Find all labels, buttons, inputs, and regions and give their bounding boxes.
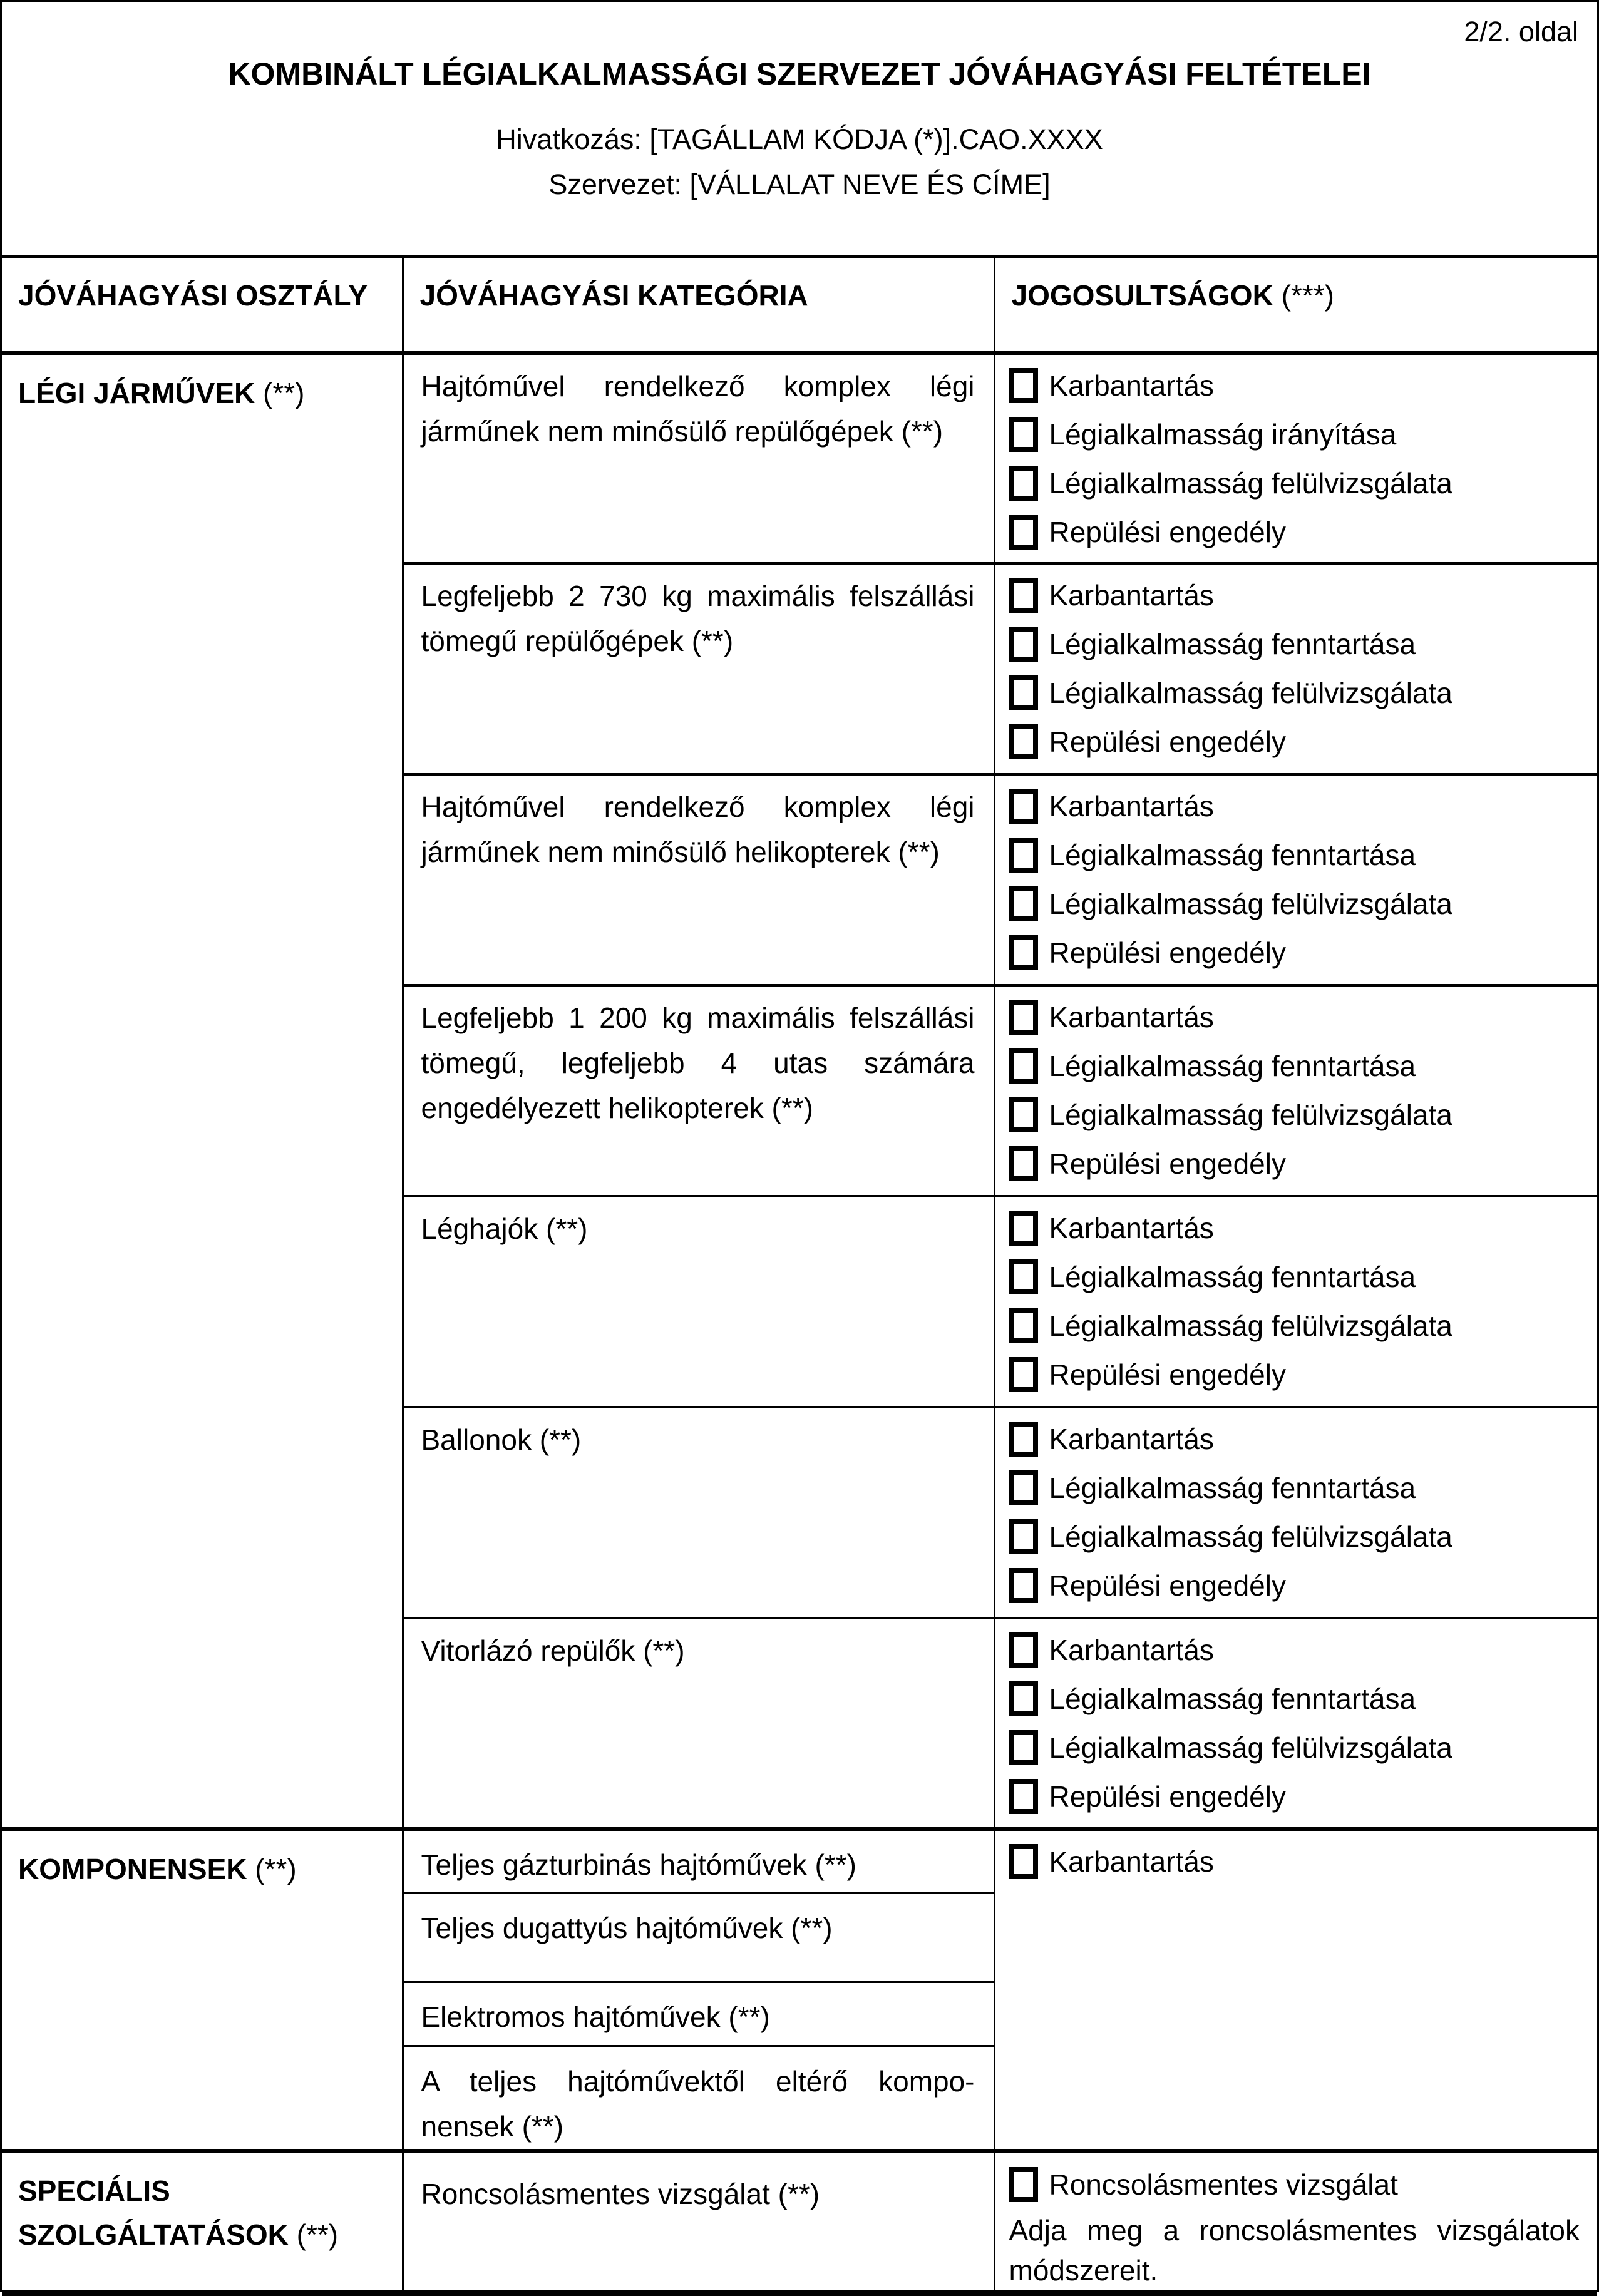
class-cell-specialised — [2, 2151, 403, 2293]
category-cell: Roncsolásmentes vizsgálat (**) — [403, 2151, 994, 2293]
column-header-category: JÓVÁHAGYÁSI KATEGÓRIA — [403, 257, 994, 352]
privilege-item — [1009, 782, 1580, 831]
privilege-label: Repülési engedély — [1049, 1780, 1286, 1813]
privilege-checkbox[interactable] — [1009, 1308, 1038, 1343]
privilege-checkbox[interactable] — [1009, 417, 1038, 452]
privilege-checkbox[interactable] — [1009, 1422, 1038, 1457]
privilege-label: Repülési engedély — [1049, 1147, 1286, 1180]
column-header-privileges-suffix: (***) — [1281, 279, 1334, 312]
category-cell: A teljes hajtóművektől eltérő kompo-nensek (**) — [403, 2046, 994, 2151]
privilege-item — [1009, 1463, 1580, 1512]
column-header-privileges — [994, 257, 1597, 352]
privilege-checkbox[interactable] — [1009, 1730, 1038, 1765]
doc-reference: Hivatkozás: [TAGÁLLAM KÓDJA (*)].CAO.XXXX — [496, 123, 1103, 155]
privilege-checkbox[interactable] — [1009, 578, 1038, 613]
category-cell: Teljes dugattyús hajtóművek (**) — [403, 1893, 994, 1982]
privilege-label: Karbantartás — [1049, 1001, 1214, 1033]
privilege-checkbox[interactable] — [1009, 1568, 1038, 1603]
privileges-cell — [994, 2151, 1597, 2293]
privilege-checkbox[interactable] — [1009, 1259, 1038, 1294]
privilege-checkbox[interactable] — [1009, 789, 1038, 824]
privileges-cell — [994, 985, 1597, 1196]
privilege-item — [1009, 508, 1580, 556]
privilege-label: Repülési engedély — [1049, 515, 1286, 548]
privilege-checkbox[interactable] — [1009, 1844, 1038, 1879]
privilege-label: Légialkalmasság fenntartása — [1049, 1261, 1416, 1293]
category-cell: Vitorlázó repülők (**) — [403, 1618, 994, 1829]
privilege-checkbox[interactable] — [1009, 1519, 1038, 1554]
privilege-item — [1009, 717, 1580, 766]
privilege-item — [1009, 459, 1580, 508]
class-cell-components — [2, 1829, 403, 2151]
privileges-cell — [994, 1618, 1597, 1829]
privilege-label: Légialkalmasság fenntartása — [1049, 839, 1416, 871]
privilege-checkbox[interactable] — [1009, 1000, 1038, 1035]
privilege-label: Légialkalmasság irányítása — [1049, 418, 1397, 451]
category-cell: Léghajók (**) — [403, 1196, 994, 1407]
privilege-item — [1009, 1204, 1580, 1253]
privilege-checkbox[interactable] — [1009, 515, 1038, 550]
column-header-class: JÓVÁHAGYÁSI OSZTÁLY — [2, 257, 403, 352]
category-cell: Ballonok (**) — [403, 1407, 994, 1618]
privilege-label: Légialkalmasság felülvizsgálata — [1049, 677, 1452, 709]
privilege-item — [1009, 1253, 1580, 1301]
privilege-item — [1009, 831, 1580, 879]
privilege-label: Légialkalmasság felülvizsgálata — [1049, 888, 1452, 920]
doc-organisation: Szervezet: [VÁLLALAT NEVE ÉS CÍME] — [548, 168, 1051, 200]
privilege-checkbox[interactable] — [1009, 1097, 1038, 1132]
privilege-label: Karbantartás — [1049, 1212, 1214, 1244]
privilege-checkbox[interactable] — [1009, 1681, 1038, 1716]
category-cell: Legfeljebb 2 730 kg maximális felszállási tömegű repülőgépek (**) — [403, 563, 994, 774]
document-header — [2, 2, 1597, 255]
privilege-item — [1009, 1350, 1580, 1399]
privilege-label: Repülési engedély — [1049, 1358, 1286, 1391]
class-label: KOMPONENSEK — [18, 1853, 247, 1885]
privilege-item — [1009, 1090, 1580, 1139]
privilege-label: Légialkalmasság felülvizsgálata — [1049, 466, 1452, 500]
privilege-item — [1009, 1042, 1580, 1090]
privilege-checkbox[interactable] — [1009, 1470, 1038, 1505]
privilege-checkbox[interactable] — [1009, 724, 1038, 759]
privilege-item — [1009, 361, 1580, 410]
class-suffix: (**) — [263, 376, 305, 409]
category-cell: Hajtóművel rendelkező komplex légi járműnek nem minősülő repülőgépek (**) — [403, 352, 994, 563]
privilege-label: Karbantartás — [1049, 1845, 1214, 1878]
approval-table — [2, 255, 1597, 2296]
privilege-item — [1009, 2163, 1580, 2206]
privilege-checkbox[interactable] — [1009, 838, 1038, 873]
privilege-checkbox[interactable] — [1009, 1357, 1038, 1392]
privileges-note: Adja meg a roncsolásmentes vizsgálatok módszereit. — [1009, 2214, 1580, 2287]
privileges-cell — [994, 563, 1597, 774]
privilege-label: Repülési engedély — [1049, 936, 1286, 969]
privilege-item — [1009, 620, 1580, 669]
privilege-label: Roncsolásmentes vizsgálat — [1049, 2168, 1398, 2201]
privilege-item — [1009, 1301, 1580, 1350]
privilege-item — [1009, 928, 1580, 977]
page-number: 2/2. oldal — [1464, 16, 1578, 48]
privilege-item — [1009, 1723, 1580, 1772]
column-header-privileges-label: JOGOSULTSÁGOK — [1011, 279, 1273, 312]
class-suffix: (**) — [296, 2218, 339, 2251]
category-cell: Hajtóművel rendelkező komplex légi járműnek nem minősülő helikopterek (**) — [403, 774, 994, 985]
privilege-label: Légialkalmasság fenntartása — [1049, 1050, 1416, 1082]
privilege-item — [1009, 1512, 1580, 1561]
privilege-checkbox[interactable] — [1009, 935, 1038, 970]
privilege-item — [1009, 879, 1580, 928]
privilege-item — [1009, 669, 1580, 717]
privilege-label: Karbantartás — [1049, 579, 1214, 612]
privilege-label: Légialkalmasság felülvizsgálata — [1049, 1731, 1452, 1764]
doc-title: KOMBINÁLT LÉGIALKALMASSÁGI SZERVEZET JÓVÁHAGYÁSI FELTÉTELEI — [228, 56, 1371, 91]
privilege-checkbox[interactable] — [1009, 675, 1038, 710]
table-header-row — [2, 257, 1597, 352]
class-cell-aircraft — [2, 352, 403, 1829]
table-row — [2, 2151, 1597, 2293]
class-label: LÉGI JÁRMŰVEK — [18, 376, 255, 409]
privilege-label: Karbantartás — [1049, 369, 1214, 402]
category-cell: Legfeljebb 1 200 kg maximális felszállási tömegű, legfeljebb 4 utas számára engedélyezett helikopterek (**) — [403, 985, 994, 1196]
privilege-item — [1009, 1415, 1580, 1463]
table-row — [2, 1829, 1597, 1893]
privilege-item — [1009, 1837, 1580, 1886]
privilege-label: Karbantartás — [1049, 1634, 1214, 1666]
privilege-item — [1009, 1561, 1580, 1610]
class-suffix: (**) — [255, 1853, 297, 1885]
privilege-item — [1009, 1139, 1580, 1188]
privilege-label: Karbantartás — [1049, 1423, 1214, 1455]
privilege-checkbox[interactable] — [1009, 886, 1038, 921]
privilege-item — [1009, 1626, 1580, 1674]
category-cell: Elektromos hajtóművek (**) — [403, 1982, 994, 2046]
privilege-checkbox[interactable] — [1009, 1779, 1038, 1814]
privilege-label: Karbantartás — [1049, 790, 1214, 823]
privilege-label: Légialkalmasság felülvizsgálata — [1049, 1520, 1452, 1553]
privileges-cell — [994, 774, 1597, 985]
privilege-checkbox[interactable] — [1009, 1048, 1038, 1084]
privileges-cell — [994, 352, 1597, 563]
privilege-label: Repülési engedély — [1049, 725, 1286, 758]
privilege-item — [1009, 571, 1580, 620]
privilege-checkbox[interactable] — [1009, 627, 1038, 662]
privilege-label: Légialkalmasság fenntartása — [1049, 1472, 1416, 1504]
privilege-label: Repülési engedély — [1049, 1569, 1286, 1602]
privilege-checkbox[interactable] — [1009, 2167, 1038, 2202]
privilege-label: Légialkalmasság fenntartása — [1049, 1683, 1416, 1715]
category-cell: Teljes gázturbinás hajtóművek (**) — [403, 1829, 994, 1893]
privilege-checkbox[interactable] — [1009, 1146, 1038, 1181]
privileges-cell — [994, 1829, 1597, 2151]
privilege-checkbox[interactable] — [1009, 1211, 1038, 1246]
privilege-checkbox[interactable] — [1009, 1632, 1038, 1668]
privileges-cell — [994, 1407, 1597, 1618]
privilege-item — [1009, 993, 1580, 1042]
privilege-checkbox[interactable] — [1009, 368, 1038, 403]
privilege-label: Légialkalmasság felülvizsgálata — [1049, 1099, 1452, 1131]
privilege-item — [1009, 1772, 1580, 1821]
privilege-label: Légialkalmasság felülvizsgálata — [1049, 1309, 1452, 1342]
privilege-item — [1009, 410, 1580, 459]
privileges-cell — [994, 1196, 1597, 1407]
privilege-label: Légialkalmasság fenntartása — [1049, 628, 1416, 660]
privilege-item — [1009, 1674, 1580, 1723]
privilege-checkbox[interactable] — [1009, 466, 1038, 501]
class-label: SPECIÁLIS SZOLGÁLTATÁSOK — [18, 2175, 289, 2251]
table-row — [2, 352, 1597, 563]
